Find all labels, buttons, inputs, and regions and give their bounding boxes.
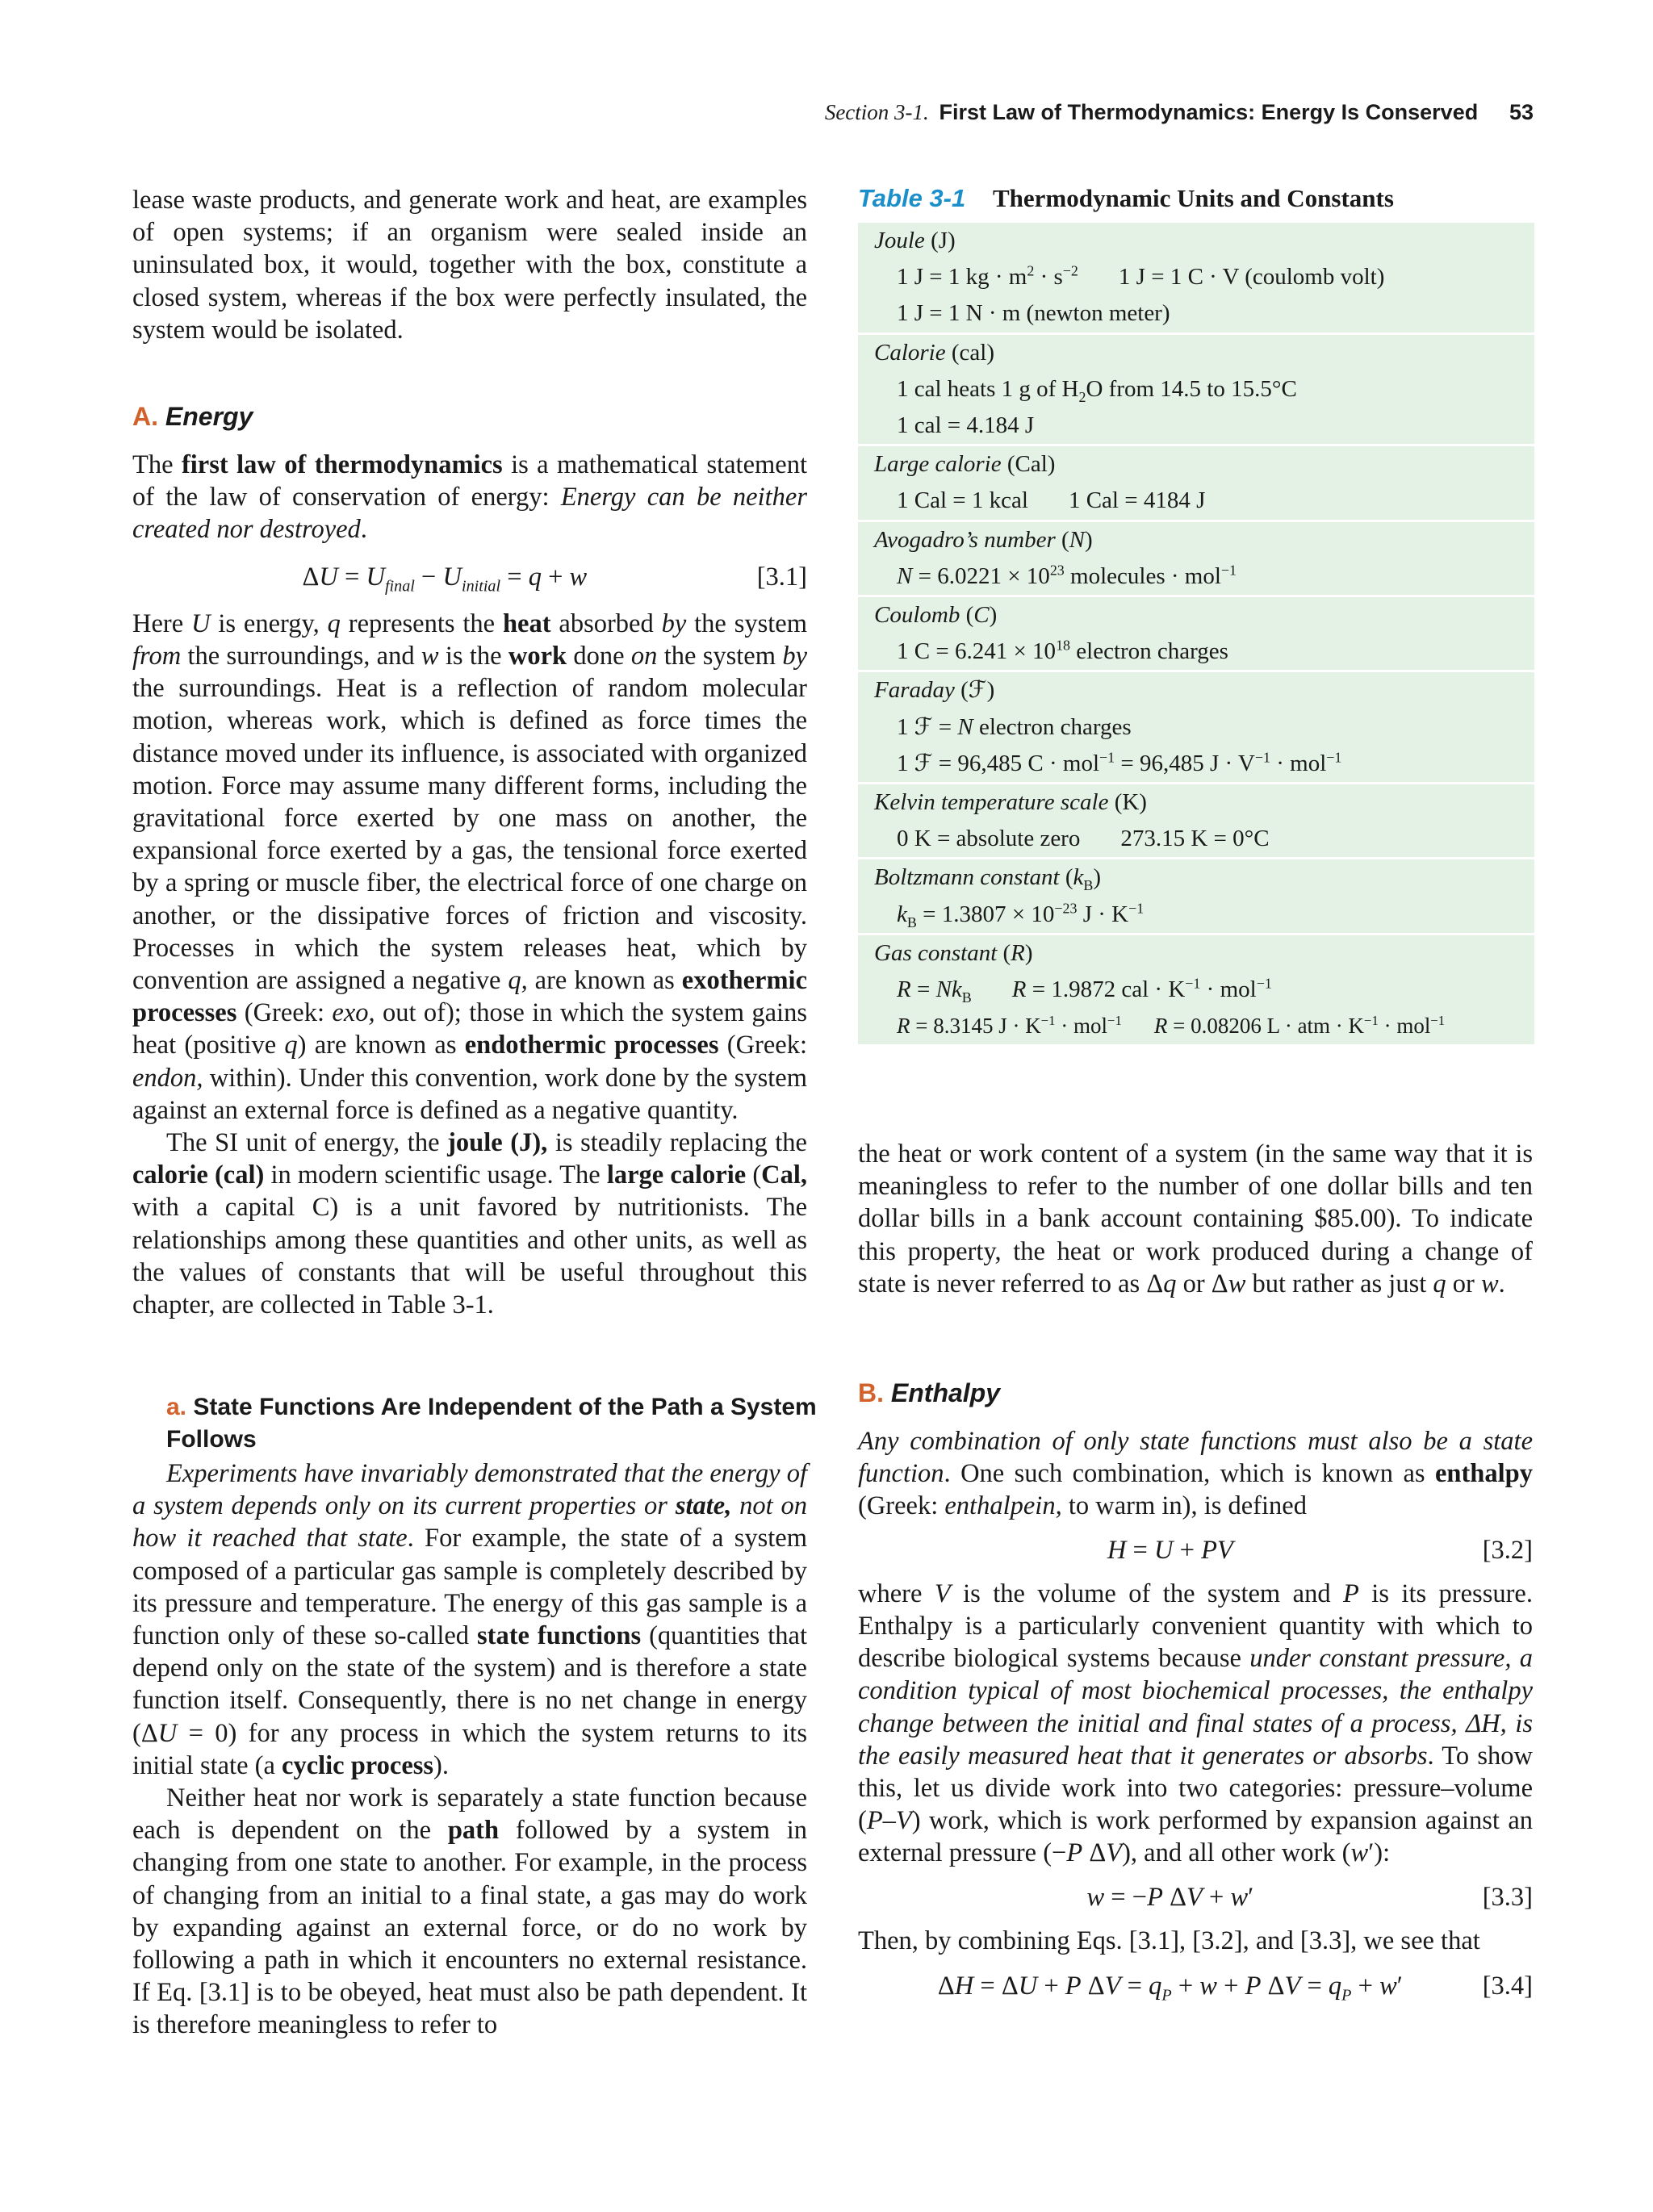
table-group-large-calorie — [858, 446, 1534, 521]
table-group-gas-constant — [858, 935, 1534, 1045]
table-line: 1 ℱ = N electron charges — [897, 713, 1132, 740]
equation-3-3 — [858, 1881, 1533, 1913]
heading-text: Enthalpy — [890, 1378, 1001, 1407]
table-group-name: Gas constant (R) — [874, 939, 1033, 966]
table-group-kelvin — [858, 784, 1534, 859]
table-group-joule — [858, 223, 1534, 335]
table-group-boltzmann — [858, 859, 1534, 935]
equation-expression: w = −P ΔV + w′ — [1086, 1882, 1254, 1912]
table-line: R = 8.3145 $J \cdot K^{-1} \cdot mol^{-1}$ R = 0.08206 L · atm · $K^{-1} \cdot mol^{-1}$ — [897, 1013, 1446, 1039]
table-group-faraday — [858, 672, 1534, 784]
table-line: $N = 6.0221 \times 10^{23}$ molecules · mol$^{-1}$ — [897, 562, 1237, 589]
table-line: 1 Cal = 1 kcal 1 Cal = 4184 J — [897, 487, 1206, 514]
equation-number: [3.2] — [1482, 1535, 1533, 1565]
paragraph-first-law: The first law of thermodynamics is a mathematical statement of the law of conservation of energy: Energy can be neither created nor destroyed. — [132, 450, 808, 545]
left-column-state — [132, 1457, 807, 2042]
right-column-enthalpy — [858, 1425, 1534, 2005]
paragraph-heat-content: the heat or work content of a system (in the same way that it is meaningless to refer to the number of one dollar bills and ten dollar bills in a bank account containing $85.00). To indicate this property, the heat or work produced during a change of state is never referred to as Δq or Δw but rather as just q or w. — [858, 1139, 1533, 1298]
equation-number: [3.4] — [1482, 1972, 1533, 2001]
equation-3-2 — [858, 1534, 1533, 1566]
heading-marker: B. — [858, 1378, 884, 1407]
table-line: 1 $C = 6.241 \times 10^{18}$ electron charges — [897, 637, 1228, 665]
equation-expression: $\Delta U = U_{final} - U_{initial} = q + w$ — [302, 562, 588, 596]
right-column-continued — [858, 1138, 1533, 1300]
table-line: 1 cal heats 1 g of $H_2O$ from 14.5 to 15.5°C — [897, 375, 1297, 405]
paragraph-state-functions: Experiments have invariably demonstrated that the energy of a system depends only on its current properties or state, not on how it reached that state. For example, the state of a system composed of a particular gas sample is completely described by its pressure and temperature. The energy of this gas sample is a function only of these so-called state functions (quantities that depend only on the state of the system) and is therefore a state function itself. Consequently, there is no net change in energy (ΔU = 0) for any process in which the system returns to its initial state (a cyclic process). — [132, 1459, 808, 1780]
subheading-marker: a. — [166, 1394, 187, 1420]
table-line: 1 J = 1 kg · $m^2 \cdot s^{-2}$ 1 J = 1 C · V (coulomb volt) — [897, 262, 1385, 291]
table-line: $k_B = 1.3807 \times 10^{-23}$ $J \cdot K^{-1}$ — [897, 900, 1145, 930]
table-group-name: Large calorie (Cal) — [874, 451, 1056, 478]
equation-expression: ΔH = ΔU + P $\Delta V = q_P + w + P$ $\Delta V = q_P + w'$ — [937, 1972, 1403, 2005]
heading-energy — [132, 400, 807, 433]
paragraph-enthalpy-def: Any combination of only state functions must also be a state function. One such combination, which is known as enthalpy (Greek: enthalpein, to warm in), is defined — [858, 1427, 1533, 1521]
table-title: Thermodynamic Units and Constants — [992, 184, 1394, 212]
section-title: First Law of Thermodynamics: Energy Is Conserved — [939, 100, 1479, 124]
table-line: 1 ℱ = 96,485 C · mol$^{-1}$ = 96,485 $J \cdot V^{-1} \cdot mol^{-1}$ — [897, 749, 1342, 776]
table-group-coulomb — [858, 597, 1534, 672]
heading-state-functions — [132, 1391, 841, 1456]
table-group-name: Avogadro’s number (N) — [874, 526, 1093, 553]
left-column-top — [132, 184, 807, 346]
equation-expression: H = U + PV — [1107, 1535, 1233, 1565]
table-group-name: Coulomb (C) — [874, 602, 998, 629]
table-line: $R = Nk_B$ R = 1.9872 cal · $K^{-1} \cdot mol^{-1}$ — [897, 975, 1272, 1006]
heading-text: Energy — [165, 402, 253, 431]
table-caption — [858, 184, 1394, 213]
table-units-constants — [858, 223, 1534, 1044]
page-number: 53 — [1509, 100, 1534, 124]
heading-enthalpy — [858, 1377, 1533, 1409]
equation-3-1 — [132, 561, 807, 596]
heading-marker: A. — [132, 402, 158, 431]
paragraph-si-unit: The SI unit of energy, the joule (J), is steadily replacing the calorie (cal) in modern scientific usage. The large calorie (Cal, with a capital C) is a unit favored by nutritionists. The relationships among these quantities and other units, as well as the values of constants that will be useful throughout this chapter, are collected in Table 3-1. — [132, 1128, 808, 1320]
paragraph-intro: lease waste products, and generate work and heat, are examples of open systems; if an organism were sealed inside an uninsulated box, it would, together with the box, constitute a closed system, whereas if the box were perfectly insulated, the system would be isolated. — [132, 186, 807, 345]
table-group-calorie — [858, 335, 1534, 447]
equation-number: [3.1] — [756, 562, 807, 592]
table-group-name: Joule (J) — [874, 228, 956, 253]
table-group-name: Boltzmann constant $(k_B)$ — [874, 864, 1102, 894]
equation-number: [3.3] — [1482, 1882, 1533, 1912]
table-group-avogadro — [858, 522, 1534, 597]
table-group-name: Faraday (ℱ) — [874, 677, 995, 704]
table-line: 1 cal = 4.184 J — [897, 412, 1035, 439]
paragraph-heat-work: Here U is energy, q represents the heat absorbed by the system from the surroundings, and w is the work done on the system by the surroundings. Heat is a reflection of random molecular motion, whereas work, which is defined as force times the distance moved under its influence, is associated with organized motion. Force may assume many different forms, including the gravitational force exerted by one mass on another, the expansional force exerted by a gas, the tensional force exerted by a spring or muscle fiber, the electrical force of one charge on another, or the dissipative forces of friction and viscosity. Processes in which the system releases heat, which by convention are assigned a negative q, are known as exothermic processes (Greek: exo, out of); those in which the system gains heat (positive q) are known as endothermic processes (Greek: endon, within). Under this convention, work done by the system against an external force is defined as a negative quantity. — [132, 608, 808, 1125]
left-column-first-law — [132, 449, 807, 1321]
table-line: 0 K = absolute zero 273.15 K = 0°C — [897, 826, 1270, 852]
subheading-text: State Functions Are Independent of the Path a System Follows — [166, 1394, 817, 1453]
section-label: Section 3-1. — [824, 100, 929, 124]
paragraph-path: Neither heat nor work is separately a state function because each is dependent on the path followed by a system in changing from one state to another. For example, in the process of changing from an initial to a final state, a gas may do work by expanding against an external force, or do no work by following a path in which it encounters no external resistance. If Eq. [3.1] is to be obeyed, heat must also be path dependent. It is therefore meaningless to refer to — [132, 1783, 807, 2040]
table-group-name: Calorie (cal) — [874, 339, 994, 366]
running-header — [825, 100, 1534, 125]
paragraph-enthalpy-pressure: where V is the volume of the system and P is its pressure. Enthalpy is a particularly convenient quantity with which to describe biological systems because under constant pressure, a condition typical of most biochemical processes, the enthalpy change between the initial and final states of a process, ΔH, is the easily measured heat that it generates or absorbs. To show this, let us divide work into two categories: pressure–volume (P–V) work, which is work performed by expansion against an external pressure (−P ΔV), and all other work (w′): — [858, 1579, 1534, 1868]
paragraph-combining: Then, by combining Eqs. [3.1], [3.2], and [3.3], we see that — [858, 1926, 1480, 1955]
table-group-name: Kelvin temperature scale (K) — [874, 789, 1147, 816]
table-line: 1 J = 1 N · m (newton meter) — [897, 300, 1170, 327]
table-label: Table 3-1 — [858, 184, 966, 212]
equation-3-4 — [858, 1970, 1533, 2005]
